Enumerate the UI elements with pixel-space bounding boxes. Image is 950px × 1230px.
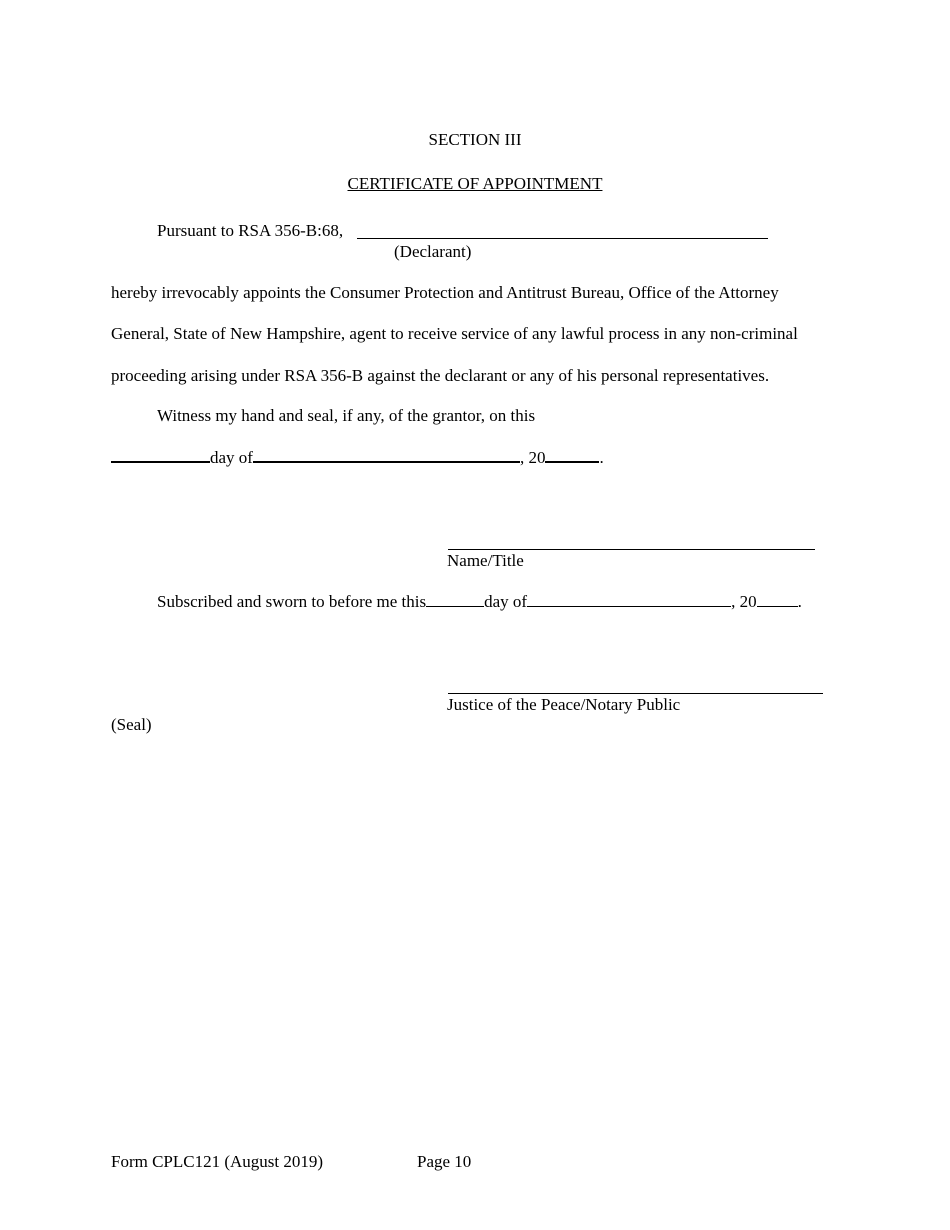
sworn-text: Subscribed and sworn to before me this xyxy=(157,592,427,611)
sworn-row xyxy=(157,592,802,612)
witness-day-of-label: day of xyxy=(210,448,253,467)
witness-period: . xyxy=(599,448,604,467)
sworn-month-field[interactable] xyxy=(527,592,731,607)
footer-form-id: Form CPLC121 (August 2019) xyxy=(111,1152,324,1171)
sworn-day-field[interactable] xyxy=(426,592,484,607)
notary-signature-line[interactable] xyxy=(448,693,823,694)
declarant-signature-line[interactable] xyxy=(357,238,768,239)
name-title-signature-line[interactable] xyxy=(448,549,815,550)
body-line-1: hereby irrevocably appoints the Consumer Protection and Antitrust Bureau, Office of the Attorney xyxy=(111,283,779,302)
name-title-label: Name/Title xyxy=(447,551,524,570)
witness-year-prefix: , 20 xyxy=(519,448,546,467)
witness-date-row xyxy=(111,447,604,468)
seal-label: (Seal) xyxy=(111,715,152,734)
pursuant-text: Pursuant to RSA 356-B:68, xyxy=(157,221,344,240)
witness-year-field[interactable] xyxy=(545,447,599,463)
witness-day-field[interactable] xyxy=(111,447,210,463)
notary-label: Justice of the Peace/Notary Public xyxy=(447,695,681,714)
section-heading: SECTION III xyxy=(428,130,522,149)
witness-text: Witness my hand and seal, if any, of the grantor, on this xyxy=(157,406,536,425)
declarant-label: (Declarant) xyxy=(394,242,472,261)
sworn-day-of-label: day of xyxy=(484,592,528,611)
sworn-year-field[interactable] xyxy=(757,592,798,607)
footer-page-number: Page 10 xyxy=(417,1152,472,1171)
body-line-2: General, State of New Hampshire, agent to receive service of any lawful process in any non-criminal xyxy=(111,324,798,343)
body-line-3: proceeding arising under RSA 356-B against the declarant or any of his personal representatives. xyxy=(111,366,770,385)
sworn-year-prefix: , 20 xyxy=(731,592,757,611)
witness-month-field[interactable] xyxy=(253,447,520,463)
certificate-title: CERTIFICATE OF APPOINTMENT xyxy=(347,174,603,193)
sworn-period: . xyxy=(797,592,802,611)
